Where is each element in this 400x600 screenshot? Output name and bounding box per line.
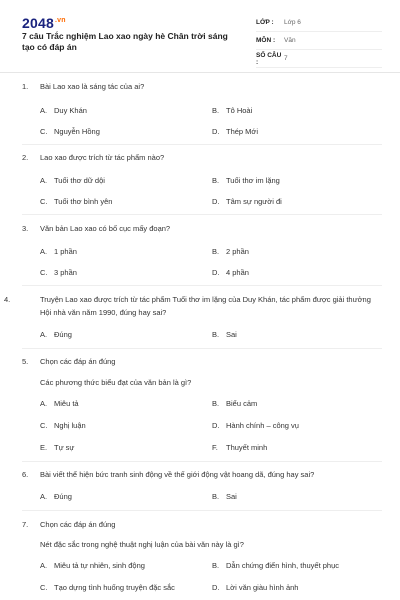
option-letter: A.: [40, 106, 48, 115]
question-stem: Bài viết thể hiện bức tranh sinh động về thế giới động vật hoang dã, đúng hay sai?: [40, 470, 315, 479]
option-text: Lời văn giàu hình ảnh: [226, 583, 299, 592]
option-text: Tuổi thơ bình yên: [54, 197, 113, 206]
option-letter: A.: [40, 330, 48, 339]
option-letter: B.: [212, 330, 220, 339]
option-d[interactable]: [212, 268, 249, 277]
option-a[interactable]: [40, 247, 77, 256]
option-text: Tô Hoài: [226, 106, 253, 115]
option-text: 3 phần: [54, 268, 77, 277]
option-e[interactable]: [40, 443, 74, 452]
option-text: Miêu tả: [54, 399, 79, 408]
option-b[interactable]: [212, 399, 257, 408]
option-f[interactable]: [212, 443, 267, 452]
option-b[interactable]: [212, 176, 280, 185]
option-letter: D.: [212, 127, 220, 136]
meta-value: 7: [284, 55, 288, 62]
question-stem: Văn bản Lao xao có bố cục mấy đoạn?: [40, 224, 171, 233]
meta-row-count: [256, 50, 382, 68]
option-text: Thuyết minh: [226, 443, 268, 452]
option-letter: A.: [40, 561, 48, 570]
question-text: [22, 518, 378, 531]
option-c[interactable]: [40, 583, 175, 592]
option-letter: B.: [212, 176, 220, 185]
divider: [22, 214, 382, 215]
option-letter: B.: [212, 561, 220, 570]
option-c[interactable]: [40, 127, 100, 136]
question-text: [22, 468, 378, 481]
option-letter: B.: [212, 399, 220, 408]
option-letter: C.: [40, 421, 48, 430]
option-text: Sai: [226, 330, 237, 339]
question-stem: Truyện Lao xao được trích từ tác phẩm Tuổi thơ im lặng của Duy Khán, tác phẩm được giải thưởng Hội nhà văn năm 1990, đúng hay sai?: [40, 295, 371, 317]
option-a[interactable]: [40, 561, 145, 570]
option-text: Tự sự: [54, 443, 75, 452]
option-letter: A.: [40, 492, 48, 501]
option-letter: E.: [40, 443, 48, 452]
option-letter: C.: [40, 197, 48, 206]
option-text: Tuổi thơ dữ dội: [54, 176, 105, 185]
meta-row-class: [256, 14, 382, 32]
question-number: 5.: [22, 357, 29, 366]
option-d[interactable]: [212, 583, 298, 592]
question-number: 6.: [22, 470, 29, 479]
option-d[interactable]: [212, 127, 258, 136]
question-number: 1.: [22, 82, 29, 91]
option-c[interactable]: [40, 268, 77, 277]
option-text: 4 phần: [226, 268, 249, 277]
question-number: 2.: [22, 153, 29, 162]
option-d[interactable]: [212, 197, 282, 206]
option-text: Sai: [226, 492, 237, 501]
question-text: [22, 151, 378, 164]
option-c[interactable]: [40, 421, 86, 430]
meta-value: Lớp 6: [284, 19, 301, 26]
option-c[interactable]: [40, 197, 112, 206]
option-text: Dẫn chứng điển hình, thuyết phục: [226, 561, 340, 570]
meta-label: MÔN :: [256, 37, 276, 44]
divider: [22, 285, 382, 286]
question-subtext: Các phương thức biểu đạt của văn bản là gì?: [40, 378, 192, 387]
question-stem: Lao xao được trích từ tác phẩm nào?: [40, 153, 165, 162]
question-text: [22, 80, 378, 93]
option-text: Đúng: [54, 330, 72, 339]
meta-label: SỐ CÂU :: [256, 51, 282, 66]
option-text: Duy Khán: [54, 106, 87, 115]
page-header: [0, 0, 400, 73]
option-text: Hành chính – công vụ: [226, 421, 299, 430]
option-letter: D.: [212, 421, 220, 430]
option-letter: C.: [40, 127, 48, 136]
option-a[interactable]: [40, 492, 72, 501]
site-logo[interactable]: [22, 15, 66, 31]
option-letter: A.: [40, 399, 48, 408]
option-a[interactable]: [40, 330, 72, 339]
divider: [22, 348, 382, 349]
option-a[interactable]: [40, 106, 87, 115]
meta-row-subject: [256, 32, 382, 50]
option-b[interactable]: [212, 330, 237, 339]
option-b[interactable]: [212, 106, 252, 115]
option-b[interactable]: [212, 492, 237, 501]
question-stem: Chọn các đáp án đúng: [40, 520, 116, 529]
option-letter: D.: [212, 583, 220, 592]
option-text: 2 phần: [226, 247, 249, 256]
option-letter: C.: [40, 583, 48, 592]
option-letter: D.: [212, 197, 220, 206]
question-number: 4.: [4, 295, 11, 304]
logo-text: 2048: [22, 15, 54, 31]
option-b[interactable]: [212, 561, 339, 570]
meta-label: LỚP :: [256, 19, 274, 26]
question-text: [22, 222, 378, 235]
logo-suffix: .vn: [54, 17, 66, 24]
question-number: 7.: [22, 520, 29, 529]
divider: [22, 144, 382, 145]
option-a[interactable]: [40, 176, 105, 185]
divider: [22, 510, 382, 511]
option-text: 1 phần: [54, 247, 77, 256]
question-number: 3.: [22, 224, 29, 233]
page-title: 7 câu Trắc nghiệm Lao xao ngày hè Chân trời sáng tạo có đáp án: [22, 31, 228, 52]
option-text: Nguyễn Hồng: [54, 127, 100, 136]
option-letter: F.: [212, 443, 218, 452]
option-letter: B.: [212, 492, 220, 501]
option-letter: A.: [40, 247, 48, 256]
question-text: [22, 355, 378, 368]
option-text: Miêu tả tự nhiên, sinh động: [54, 561, 145, 570]
option-text: Biểu cảm: [226, 399, 258, 408]
option-letter: A.: [40, 176, 48, 185]
option-a[interactable]: [40, 399, 79, 408]
option-text: Tạo dựng tình huống truyện đặc sắc: [54, 583, 175, 592]
divider: [22, 461, 382, 462]
question-stem: Bài Lao xao là sáng tác của ai?: [40, 82, 145, 91]
option-letter: B.: [212, 106, 220, 115]
question-subtext: Nét đặc sắc trong nghệ thuật nghị luận của bài văn này là gì?: [40, 540, 244, 549]
option-text: Đúng: [54, 492, 72, 501]
option-text: Nghị luận: [54, 421, 86, 430]
question-text: [4, 293, 378, 319]
option-letter: B.: [212, 247, 220, 256]
option-text: Tuổi thơ im lặng: [226, 176, 280, 185]
meta-table: [256, 14, 382, 68]
option-text: Thép Mới: [226, 127, 259, 136]
question-stem: Chọn các đáp án đúng: [40, 357, 116, 366]
option-d[interactable]: [212, 421, 299, 430]
option-text: Tâm sự người đi: [226, 197, 282, 206]
option-letter: D.: [212, 268, 220, 277]
option-b[interactable]: [212, 247, 249, 256]
meta-value: Văn: [284, 37, 296, 44]
option-letter: C.: [40, 268, 48, 277]
